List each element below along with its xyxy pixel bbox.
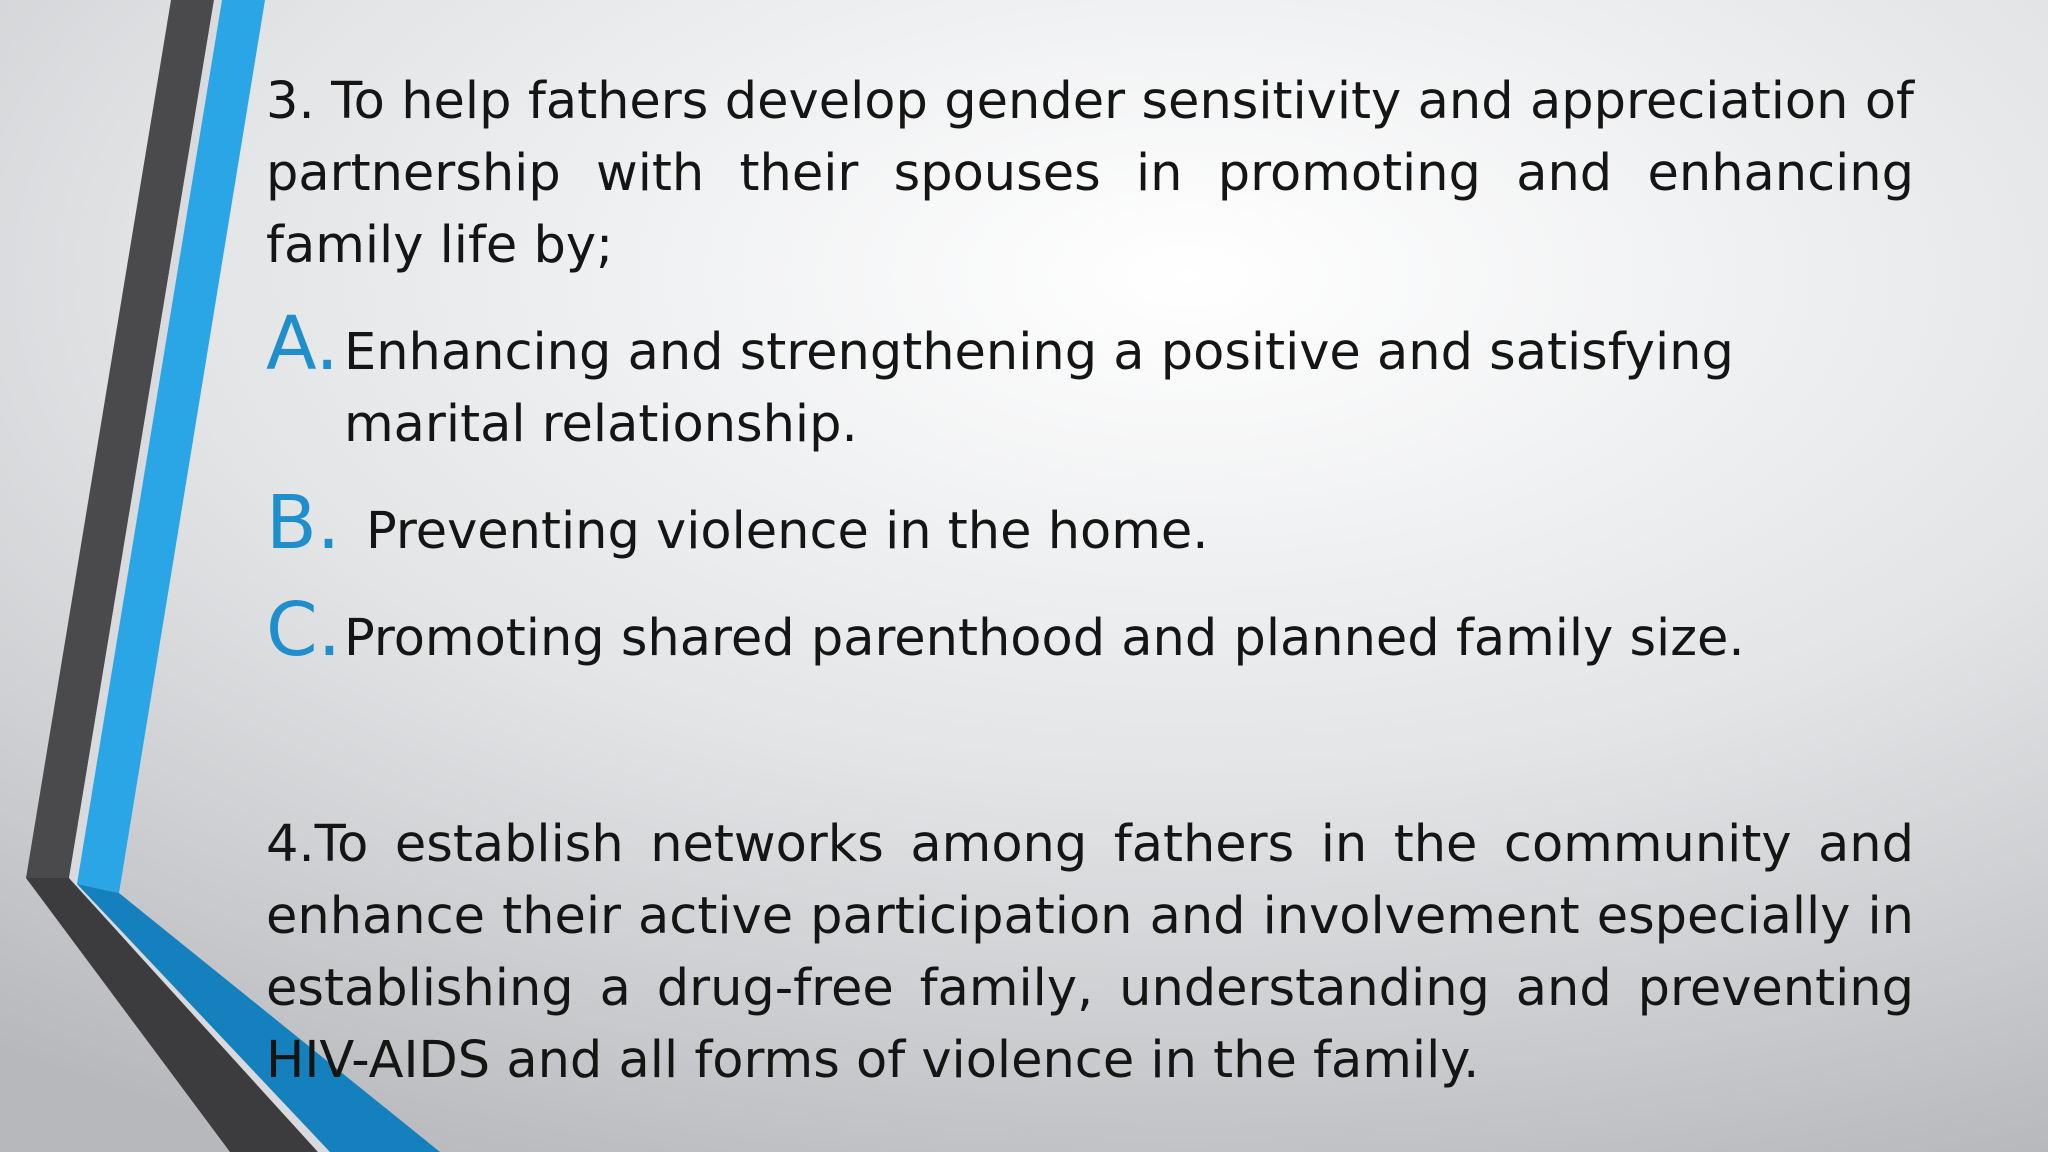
list-item-c-text: Promoting shared parenthood and planned family size. [344,609,1745,668]
objective-4-text: 4.To establish networks among fathers in the community and enhance their active participation and involvement especially in establishing a drug-free family, understanding and preventing HIV-AIDS and all forms of violence in the family. [266,815,1914,1090]
list-marker-c: C. [266,587,342,673]
list-item [266,480,1914,568]
objective-3-text: 3. To help fathers develop gender sensitivity and appreciation of partnership with their spouses in promoting and enhancing family life by; [266,72,1914,275]
list-marker-b: B. [266,480,341,566]
objective-3-sublist [266,301,1914,675]
list-item [266,587,1914,675]
list-item-a-text: Enhancing and strengthening a positive and satisfying marital relationship. [344,323,1734,454]
slide-body [266,66,1914,1097]
list-item [266,301,1914,461]
list-item-b-text: Preventing violence in the home. [366,502,1209,561]
list-marker-a: A. [266,301,339,387]
light-stripe-vertical [69,0,222,884]
